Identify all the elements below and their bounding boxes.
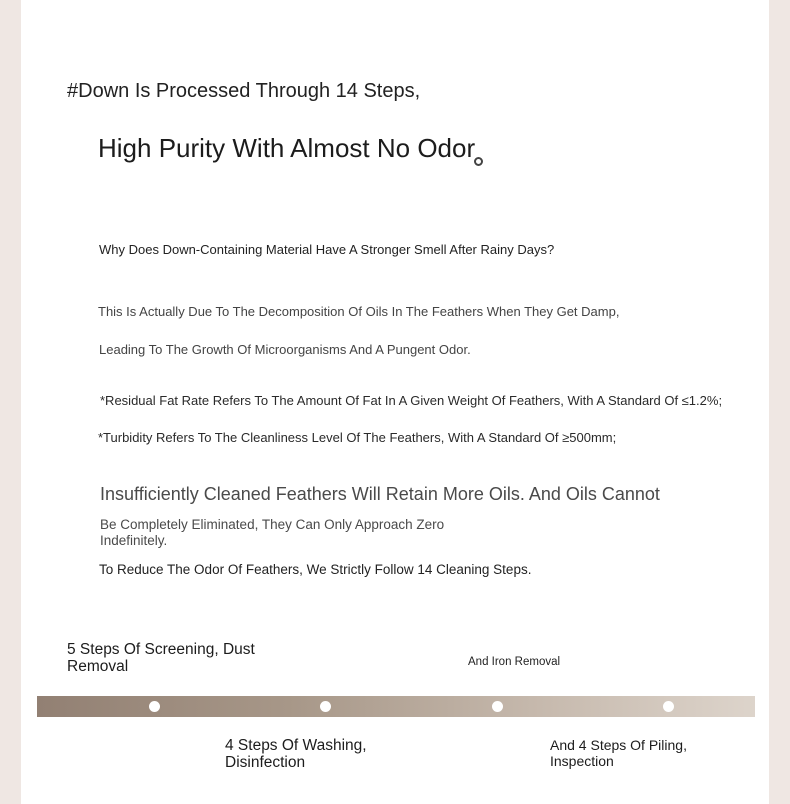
- answer-line-2: Leading To The Growth Of Microorganisms And A Pungent Odor.: [99, 342, 471, 357]
- content-panel: [21, 0, 769, 804]
- step-iron-removal-label: And Iron Removal: [468, 656, 561, 668]
- insufficient-cleaning-body: Be Completely Eliminated, They Can Only Approach Zero Indefinitely.: [100, 517, 445, 548]
- heading-line-1: #Down Is Processed Through 14 Steps,: [67, 80, 421, 102]
- reduce-odor-statement: To Reduce The Odor Of Feathers, We Strictly Follow 14 Cleaning Steps.: [99, 562, 532, 577]
- turbidity-note: *Turbidity Refers To The Cleanliness Level Of The Feathers, With A Standard Of ≥500mm;: [98, 430, 617, 445]
- answer-line-1: This Is Actually Due To The Decomposition Of Oils In The Feathers When They Get Damp,: [98, 304, 620, 319]
- insufficient-cleaning-title: Insufficiently Cleaned Feathers Will Retain More Oils. And Oils Cannot: [100, 484, 660, 504]
- step-washing-label: 4 Steps Of Washing, Disinfection: [225, 737, 367, 771]
- process-timeline: [37, 696, 755, 717]
- timeline-dot: [320, 701, 331, 712]
- timeline-dot: [149, 701, 160, 712]
- residual-fat-note: *Residual Fat Rate Refers To The Amount Of Fat In A Given Weight Of Feathers, With A Standard Of ≤1.2%;: [100, 393, 723, 408]
- ring-icon: [474, 157, 483, 166]
- step-piling-label: And 4 Steps Of Piling, Inspection: [550, 737, 687, 769]
- timeline-dot: [492, 701, 503, 712]
- step-screening-label: 5 Steps Of Screening, Dust Removal: [67, 641, 255, 675]
- heading-line-2: High Purity With Almost No Odor: [98, 133, 476, 163]
- timeline-dot: [663, 701, 674, 712]
- question-text: Why Does Down-Containing Material Have A Stronger Smell After Rainy Days?: [99, 242, 555, 257]
